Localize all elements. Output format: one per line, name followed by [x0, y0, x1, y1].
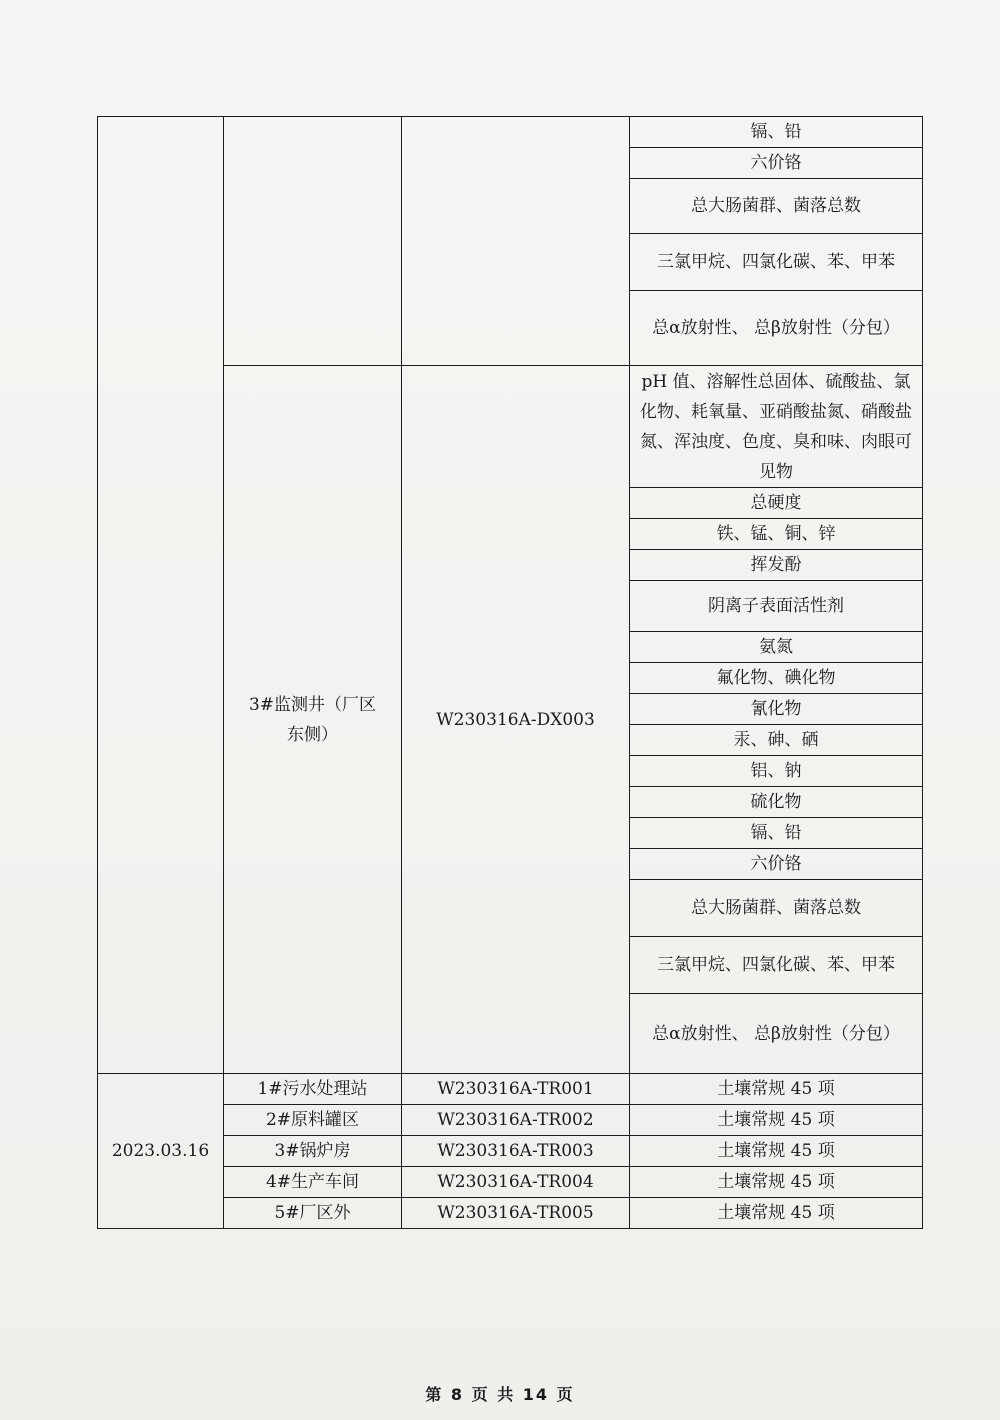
test-item: 三氯甲烷、四氯化碳、苯、甲苯: [630, 234, 923, 291]
test-item: 阴离子表面活性剂: [630, 581, 923, 632]
test-item: 氟化物、碘化物: [630, 663, 923, 694]
sample-id-cell: W230316A-TR001: [402, 1074, 630, 1105]
test-item: 总α放射性、 总β放射性（分包）: [630, 994, 923, 1074]
location-cell: 3#锅炉房: [224, 1136, 402, 1167]
location-cell: 4#生产车间: [224, 1167, 402, 1198]
location-cell: 2#原料罐区: [224, 1105, 402, 1136]
sample-id-cell: W230316A-DX003: [402, 366, 630, 1074]
test-item: 汞、砷、硒: [630, 725, 923, 756]
test-item: 总α放射性、 总β放射性（分包）: [630, 291, 923, 366]
test-item: 铝、钠: [630, 756, 923, 787]
test-item: 六价铬: [630, 148, 923, 179]
location-cell: 5#厂区外: [224, 1198, 402, 1229]
location-cell: 3#监测井（厂区东侧）: [224, 366, 402, 1074]
page-number: 第 8 页 共 14 页: [425, 1385, 575, 1404]
test-item: pH 值、溶解性总固体、硫酸盐、氯化物、耗氧量、亚硝酸盐氮、硝酸盐氮、浑浊度、色度、臭和味、肉眼可见物: [630, 366, 923, 488]
date-cell: 2023.03.16: [98, 1074, 224, 1229]
test-item: 土壤常规 45 项: [630, 1167, 923, 1198]
sample-id-cell: W230316A-TR003: [402, 1136, 630, 1167]
location-cell-empty: [224, 117, 402, 366]
sample-id-cell: W230316A-TR002: [402, 1105, 630, 1136]
test-item: 土壤常规 45 项: [630, 1074, 923, 1105]
date-cell-empty: [98, 117, 224, 1074]
test-item: 镉、铅: [630, 117, 923, 148]
test-item: 总大肠菌群、菌落总数: [630, 880, 923, 937]
test-item: 总硬度: [630, 488, 923, 519]
test-item: 氰化物: [630, 694, 923, 725]
test-item: 土壤常规 45 项: [630, 1105, 923, 1136]
test-item: 挥发酚: [630, 550, 923, 581]
test-item: 土壤常规 45 项: [630, 1198, 923, 1229]
test-item: 六价铬: [630, 849, 923, 880]
test-item: 土壤常规 45 项: [630, 1136, 923, 1167]
test-item: 铁、锰、铜、锌: [630, 519, 923, 550]
test-item: 三氯甲烷、四氯化碳、苯、甲苯: [630, 937, 923, 994]
location-cell: 1#污水处理站: [224, 1074, 402, 1105]
test-item: 氨氮: [630, 632, 923, 663]
test-item: 硫化物: [630, 787, 923, 818]
sample-id-cell-empty: [402, 117, 630, 366]
sample-id-cell: W230316A-TR005: [402, 1198, 630, 1229]
test-item: 总大肠菌群、菌落总数: [630, 179, 923, 234]
sampling-table: [97, 116, 923, 1229]
test-item: 镉、铅: [630, 818, 923, 849]
sample-id-cell: W230316A-TR004: [402, 1167, 630, 1198]
